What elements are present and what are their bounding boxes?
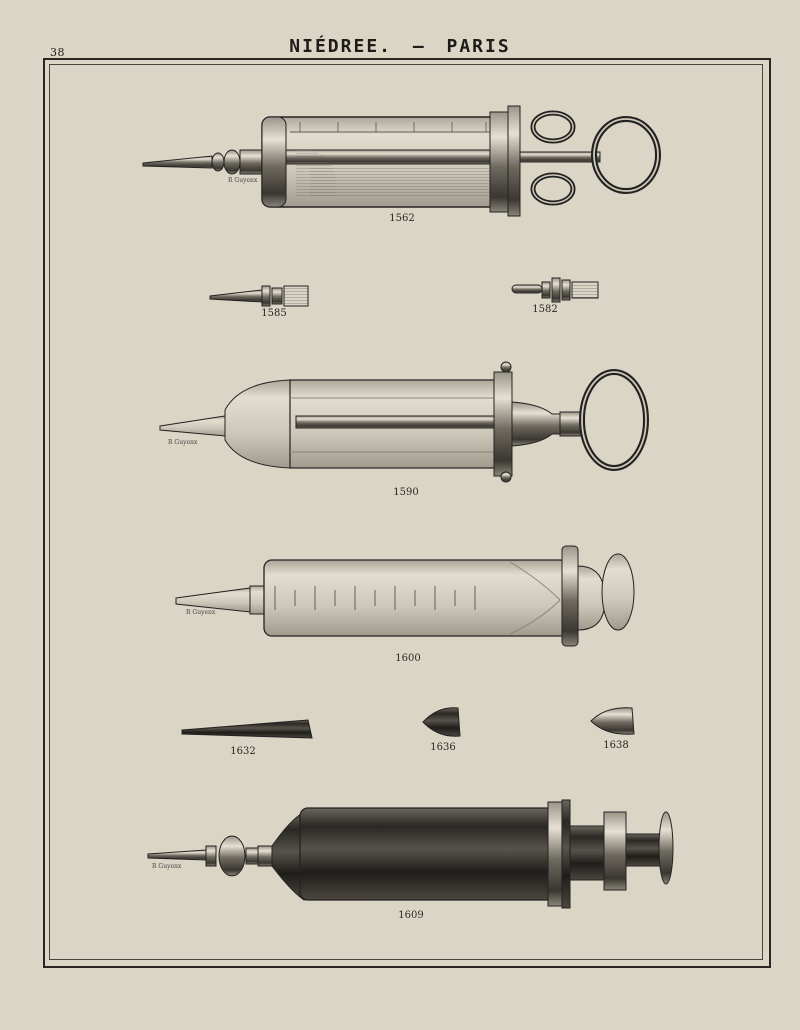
- syringe-1609: [148, 800, 673, 908]
- cannula-1582: [512, 278, 598, 302]
- label-1562: 1562: [389, 213, 415, 224]
- syringe-1600: [176, 546, 634, 646]
- svg-text:R Guyenx: R Guyenx: [168, 439, 198, 446]
- syringe-1562: [143, 106, 658, 216]
- label-1590: 1590: [393, 487, 419, 498]
- svg-text:R Guyenx: R Guyenx: [152, 863, 182, 870]
- label-1600: 1600: [395, 653, 421, 664]
- page-number: 38: [50, 46, 65, 59]
- label-1585: 1585: [261, 308, 287, 319]
- svg-text:R Guyenx: R Guyenx: [186, 609, 216, 616]
- tip-1636: [423, 708, 460, 736]
- label-1582: 1582: [532, 304, 558, 315]
- tip-1638: [591, 708, 634, 734]
- label-1638: 1638: [603, 740, 629, 751]
- tip-1632: [182, 720, 312, 738]
- label-1632: 1632: [230, 746, 256, 757]
- page-header-title: NIÉDREE. — PARIS: [289, 36, 511, 57]
- syringe-1590: [160, 362, 646, 482]
- cannula-1585: [210, 286, 308, 306]
- engraver-signature: R Guyenx: [228, 177, 258, 184]
- label-1636: 1636: [430, 742, 456, 753]
- label-1609: 1609: [398, 910, 424, 921]
